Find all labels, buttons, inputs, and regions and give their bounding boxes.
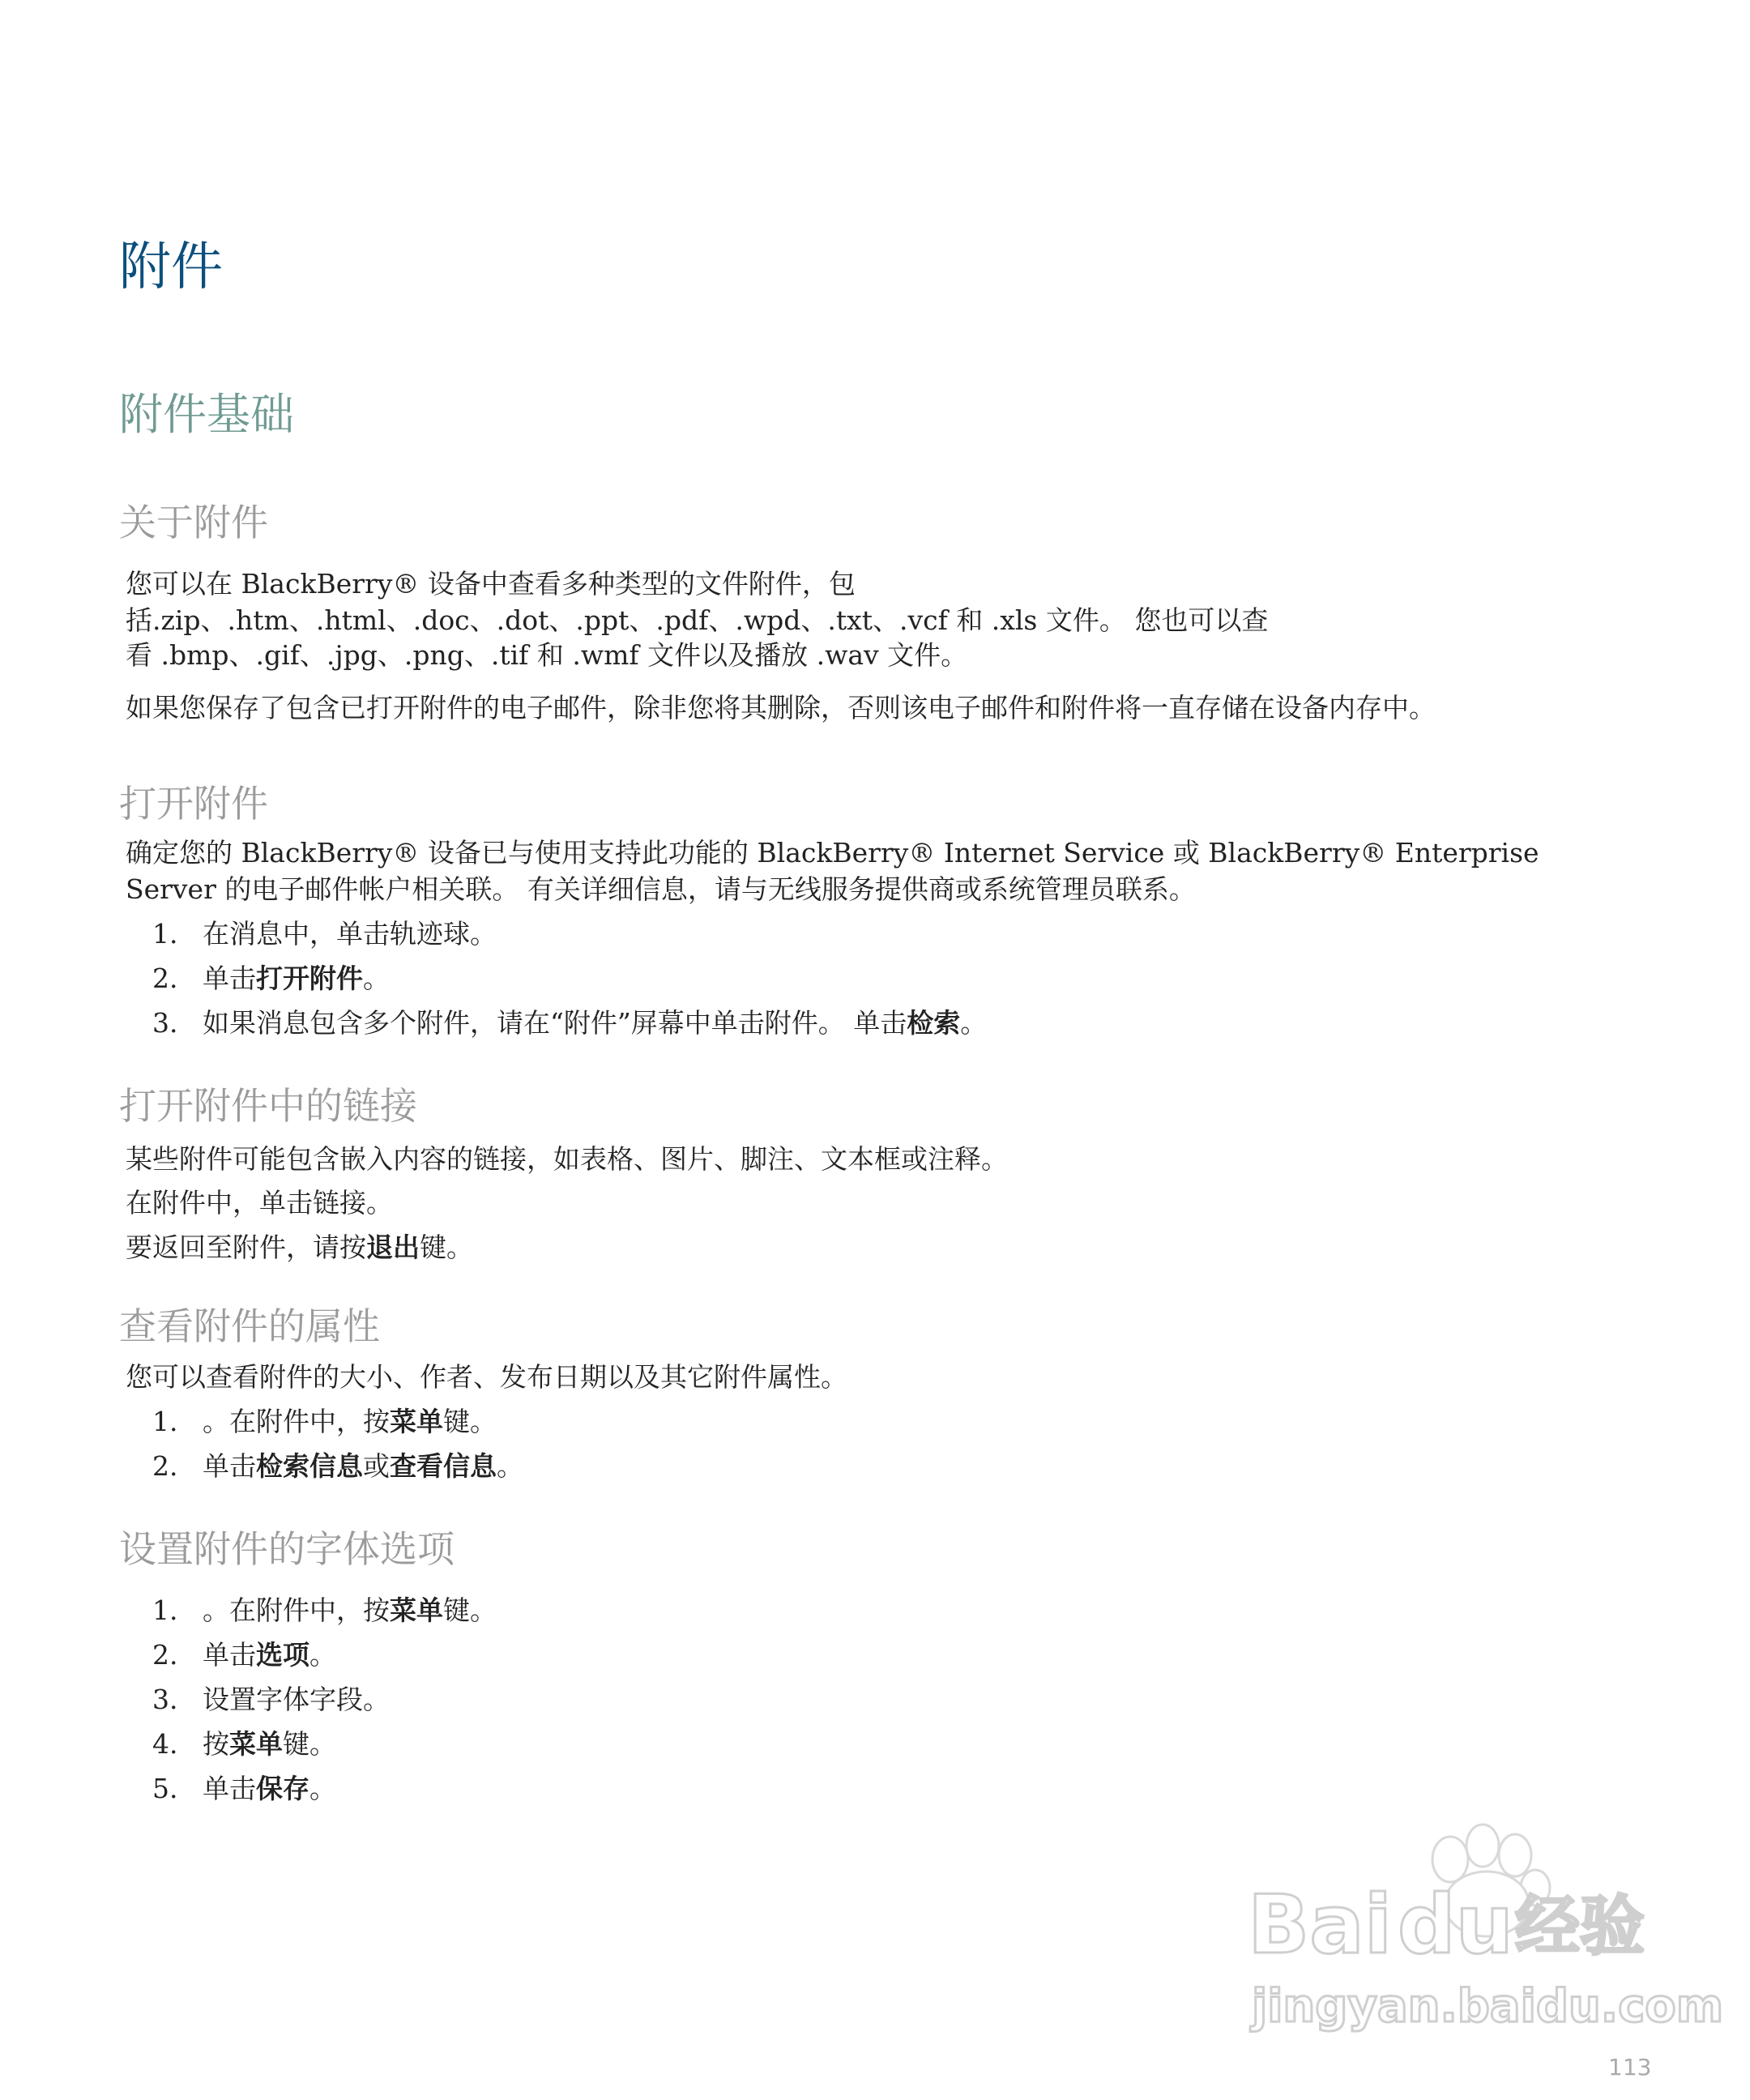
links-heading: 打开附件中的链接: [119, 1084, 417, 1128]
about-line-1: 您可以在 BlackBerry® 设备中查看多种类型的文件附件，包: [126, 568, 856, 600]
list-item: 1. 。在附件中，按菜单键。: [152, 1403, 497, 1440]
links-paragraph-3: 要返回至附件，请按退出键。: [126, 1231, 473, 1263]
about-line-2: 括.zip、.htm、.html、.doc、.dot、.ppt、.pdf、.wpd、.txt、.vcf 和 .xls 文件。 您也可以查: [126, 604, 1269, 636]
baidu-jingyan-watermark-logo: [1248, 1815, 1724, 2058]
list-number: 2.: [152, 1639, 178, 1671]
list-item: 2. 单击检索信息或查看信息。: [152, 1448, 523, 1484]
ui-term: 查看信息: [390, 1450, 497, 1482]
list-number: 4.: [152, 1728, 178, 1760]
ui-term: 选项: [256, 1639, 309, 1671]
list-item: 3. 如果消息包含多个附件，请在“附件”屏幕中单击附件。 单击检索。: [152, 1005, 987, 1041]
open-heading: 打开附件: [119, 782, 268, 826]
page-number: 113: [1608, 2054, 1652, 2081]
open-intro-2: Server 的电子邮件帐户相关联。 有关详细信息，请与无线服务提供商或系统管理员联系。: [126, 873, 1196, 905]
links-paragraph-1: 某些附件可能包含嵌入内容的链接，如表格、图片、脚注、文本框或注释。: [126, 1143, 1008, 1175]
watermark-brand-2: du: [1398, 1877, 1513, 1972]
watermark-cn: 经验: [1515, 1889, 1645, 1964]
list-number: 5.: [152, 1773, 178, 1804]
list-item: 2. 单击选项。: [152, 1637, 336, 1673]
about-heading: 关于附件: [119, 501, 268, 544]
list-number: 2.: [152, 1450, 178, 1482]
list-number: 3.: [152, 1684, 178, 1715]
ui-term: 检索: [907, 1007, 961, 1039]
watermark-url: jingyan.baidu.com: [1252, 1980, 1724, 2033]
ui-term: 检索信息: [256, 1450, 363, 1482]
props-intro: 您可以查看附件的大小、作者、发布日期以及其它附件属性。: [126, 1361, 847, 1393]
ui-term: 菜单: [390, 1406, 443, 1437]
ui-term: 保存: [256, 1773, 309, 1804]
about-paragraph-2: 如果您保存了包含已打开附件的电子邮件，除非您将其删除，否则该电子邮件和附件将一直存储在设备内存中。: [126, 692, 1436, 723]
ui-term: 退出: [366, 1231, 420, 1263]
list-item: 2. 单击打开附件。: [152, 960, 390, 997]
open-intro-1: 确定您的 BlackBerry® 设备已与使用支持此功能的 BlackBerry® Internet Service 或 BlackBerry® Enterprise: [126, 837, 1539, 869]
list-number: 2.: [152, 962, 178, 994]
list-item: 3. 设置字体字段。: [152, 1681, 390, 1718]
font-heading: 设置附件的字体选项: [119, 1527, 455, 1571]
page-title: 附件: [119, 237, 223, 297]
list-number: 1.: [152, 1406, 178, 1437]
watermark-brand: Bai: [1248, 1877, 1392, 1972]
list-number: 1.: [152, 1594, 178, 1626]
list-number: 3.: [152, 1007, 178, 1039]
list-item: 1. 在消息中，单击轨迹球。: [152, 916, 497, 952]
about-line-3: 看 .bmp、.gif、.jpg、.png、.tif 和 .wmf 文件以及播放 .wav 文件。: [126, 639, 968, 671]
section-title: 附件基础: [119, 389, 294, 440]
list-number: 1.: [152, 918, 178, 950]
list-item: 5. 单击保存。: [152, 1770, 336, 1807]
list-item: 4. 按菜单键。: [152, 1726, 336, 1762]
list-item: 1. 。在附件中，按菜单键。: [152, 1592, 497, 1628]
links-paragraph-2: 在附件中，单击链接。: [126, 1187, 393, 1219]
props-heading: 查看附件的属性: [119, 1304, 380, 1348]
ui-term: 菜单: [229, 1728, 283, 1760]
ui-term: 打开附件: [256, 962, 363, 994]
ui-term: 菜单: [390, 1594, 443, 1626]
